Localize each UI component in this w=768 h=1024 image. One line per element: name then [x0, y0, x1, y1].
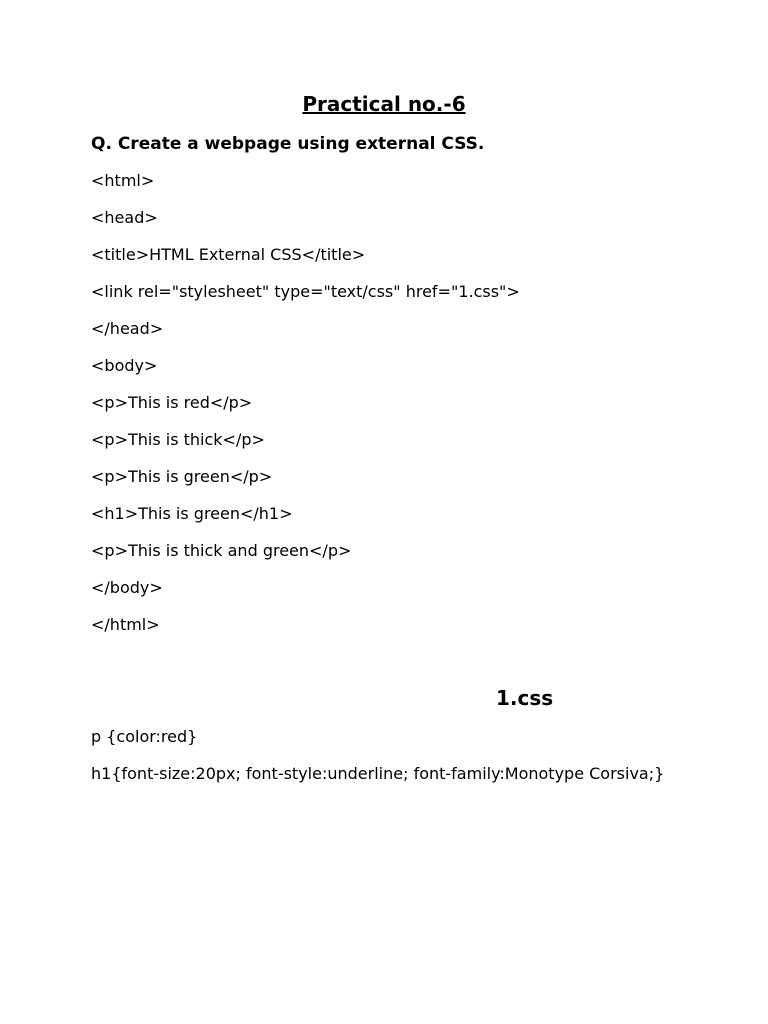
css-code-block [91, 726, 691, 800]
question-text: Q. Create a webpage using external CSS. [91, 134, 485, 154]
html-code-block [91, 170, 520, 651]
code-line: <p>This is green</p> [91, 467, 273, 486]
code-line: <title>HTML External CSS</title> [91, 245, 366, 264]
code-line: <h1>This is green</h1> [91, 504, 293, 523]
code-line: <body> [91, 356, 158, 375]
page-title: Practical no.-6 [302, 92, 466, 116]
css-line: h1{font-size:20px; font-style:underline; font-family:Monotype Corsiva;} [91, 764, 665, 783]
code-line: <head> [91, 208, 158, 227]
code-line: <p>This is thick and green</p> [91, 541, 352, 560]
code-line: </head> [91, 319, 164, 338]
code-line: <html> [91, 171, 155, 190]
code-line: <p>This is thick</p> [91, 430, 265, 449]
code-line: </html> [91, 615, 160, 634]
code-line: <p>This is red</p> [91, 393, 253, 412]
css-line: p {color:red} [91, 727, 198, 746]
code-line: </body> [91, 578, 163, 597]
code-line: <link rel="stylesheet" type="text/css" href="1.css"> [91, 282, 520, 301]
css-file-heading: 1.css [496, 686, 554, 710]
